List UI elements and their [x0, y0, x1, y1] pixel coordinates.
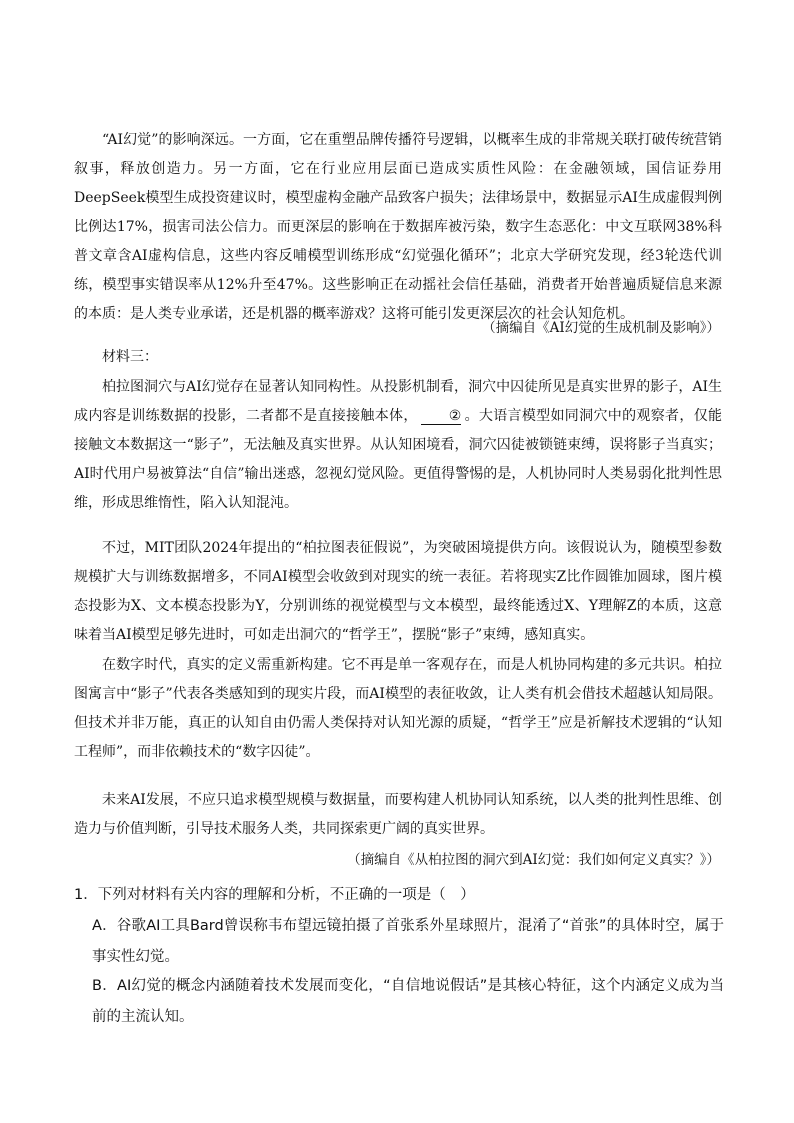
material3-p1-text-after: 。大语言模型如同洞穴中的观察者，仅能接触文本数据这一“影子”，无法触及真实世界。从认知困境看，洞穴囚徒被锁链束缚，误将影子当真实；AI时代用户易被算法“自信”输出迷惑，忽视幻觉风险。更值得警惕的是，人机协同时人类易弱化批判性思维，形成思维惰性，陷入认知混沌。	[74, 408, 723, 511]
question-1-option-b[interactable]: B．AI幻觉的概念内涵随着技术发展而变化，“自信地说假话”是其核心特征，这个内涵定义成为当前的主流认知。	[92, 978, 724, 1025]
material2-source: （摘编自《AI幻觉的生成机制及影响》）	[482, 320, 720, 336]
material2-paragraph: “AI幻觉”的影响深远。一方面，它在重塑品牌传播符号逻辑，以概率生成的非常规关联打破传统营销叙事，释放创造力。另一方面，它在行业应用层面已造成实质性风险：在金融领域，国信证券用DeepSeek模型生成投资建议时，模型虚构金融产品致客户损失；法律场景中，数据显示AI生成虚假判例比例达17%，损害司法公信力。而更深层的影响在于数据库被污染，数字生态恶化：中文互联网38%科普文章含AI虚构信息，这些内容反哺模型训练形成“幻觉强化循环”；北京大学研究发现，经3轮迭代训练，模型事实错误率从12%升至47%。这些影响正在动摇社会信任基础，消费者开始普遍质疑信息来源的本质：是人类专业承诺，还是机器的概率游戏？这将可能引发更深层次的社会认知危机。	[74, 132, 722, 322]
material3-paragraph-1	[74, 373, 722, 518]
material3-paragraph-4: 未来AI发展，不应只追求模型规模与数据量，而要构建人机协同认知系统，以人类的批判性思维、创造力与价值判断，引导技术服务人类，共同探索更广阔的真实世界。	[74, 792, 722, 837]
material3-label: 材料三：	[102, 349, 158, 365]
material3-source: （摘编自《从柏拉图的洞穴到AI幻觉：我们如何定义真实？》）	[347, 852, 720, 868]
material3-p1-text-before: 柏拉图洞穴与AI幻觉存在显著认知同构性。从投影机制看，洞穴中囚徒所见是真实世界的影子，AI生成内容是训练数据的投影，二者都不是直接接触本体，	[74, 379, 722, 424]
question-1-option-a[interactable]: A．谷歌AI工具Bard曾误称韦布望远镜拍摄了首张系外星球照片，混淆了“首张”的具体时空，属于事实性幻觉。	[92, 918, 724, 965]
material3-paragraph-3: 在数字时代，真实的定义需重新构建。它不再是单一客观存在，而是人机协同构建的多元共识。柏拉图寓言中“影子”代表各类感知到的现实片段，而AI模型的表征收敛，让人类有机会借技术超越认知局限。但技术并非万能，真正的认知自由仍需人类保持对认知光源的质疑，“哲学王”应是祈解技术逻辑的“认知工程师”，而非依赖技术的“数字囚徒”。	[74, 657, 722, 760]
material3-paragraph-2: 不过，MIT团队2024年提出的“柏拉图表征假说”，为突破困境提供方向。该假说认为，随模型参数规模扩大与训练数据增多，不同AI模型会收敛到对现实的统一表征。若将现实Z比作圆锥加圆球，图片模态投影为X、文本模态投影为Y，分别训练的视觉模型与文本模型，最终能透过X、Y理解Z的本质，这意味着当AI模型足够先进时，可如走出洞穴的“哲学王”，摆脱“影子”束缚，感知真实。	[74, 540, 722, 643]
answer-blank-2: ②	[421, 408, 462, 425]
question-1-stem: 1．下列对材料有关内容的理解和分析，不正确的一项是（ ）	[74, 887, 475, 903]
